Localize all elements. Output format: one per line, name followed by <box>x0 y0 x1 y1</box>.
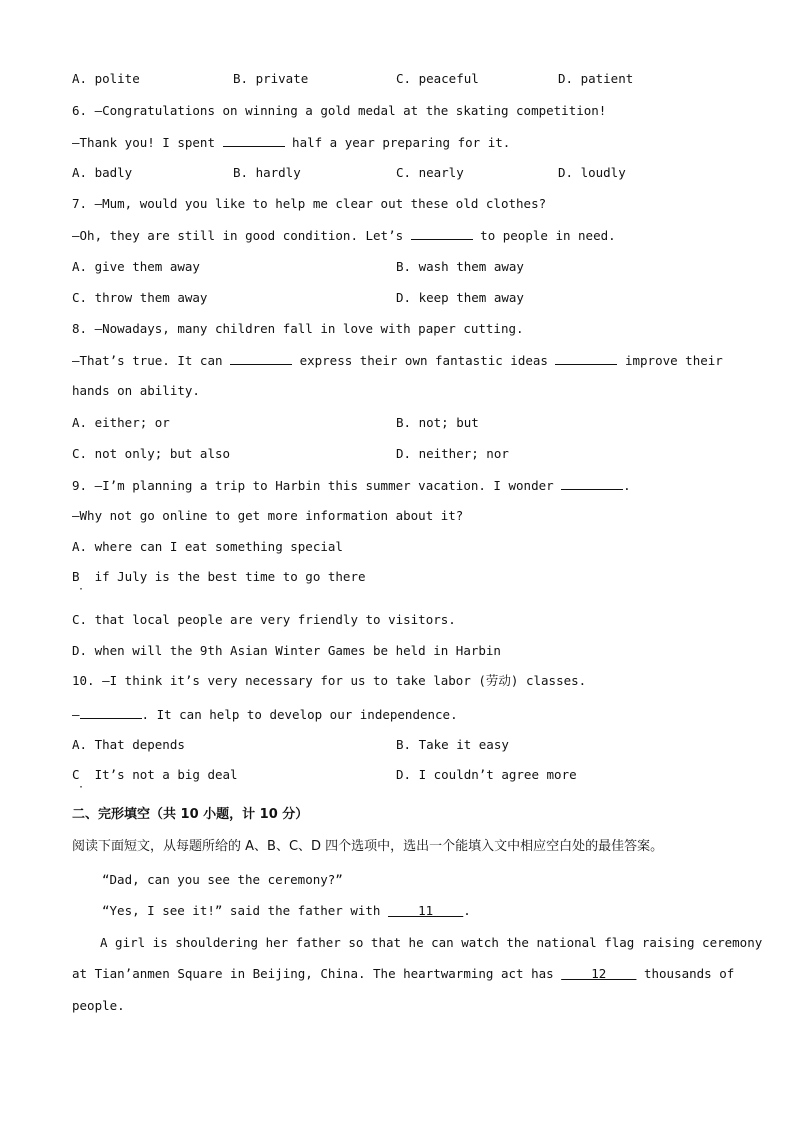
q7-prompt: 7. —Mum, would you like to help me clear out these old clothes? <box>72 196 547 211</box>
q9-blank <box>561 477 623 490</box>
blank-12: 12 <box>561 966 637 981</box>
q6-option-a: A. badly <box>72 165 133 180</box>
q8-option-b: B. not; but <box>396 415 479 430</box>
section-heading: 二、完形填空（共 10 小题，计 10 分） <box>72 807 309 822</box>
q10-reply: — . It can help to develop our independence. <box>72 707 458 722</box>
q8-prompt: 8. —Nowadays, many children fall in love with paper cutting. <box>72 321 524 336</box>
passage-line-1: “Dad, can you see the ceremony?” <box>102 872 343 887</box>
q5-option-c: C. peaceful <box>396 71 479 86</box>
q6-option-b: B. hardly <box>233 165 301 180</box>
q8-reply-cont: hands on ability. <box>72 383 200 398</box>
q8-option-d: D. neither; nor <box>396 446 509 461</box>
q7-option-b: B. wash them away <box>396 259 524 274</box>
q6-reply: —Thank you! I spent half a year preparing for it. <box>72 135 511 150</box>
q7-option-c: C. throw them away <box>72 290 208 305</box>
q9-prompt: 9. —I’m planning a trip to Harbin this summer vacation. I wonder . <box>72 478 631 493</box>
blank-11: 11 <box>387 903 464 918</box>
q7-reply: —Oh, they are still in good condition. Let’s to people in need. <box>72 228 616 243</box>
q8-blank-1 <box>230 352 292 365</box>
q6-option-d: D. loudly <box>558 165 626 180</box>
q7-option-a: A. give them away <box>72 259 200 274</box>
section-instructions: 阅读下面短文，从每题所给的 A、B、C、D 四个选项中，选出一个能填入文中相应空白处的最佳答案。 <box>72 839 664 854</box>
q9-option-a: A. where can I eat something special <box>72 539 343 554</box>
q9-option-d: D. when will the 9th Asian Winter Games be held in Harbin <box>72 643 501 658</box>
q10-option-b: B. Take it easy <box>396 737 509 752</box>
passage-line-3: A girl is shouldering her father so that he can watch the national flag raising ceremony <box>100 935 763 950</box>
q6-option-c: C. nearly <box>396 165 464 180</box>
passage-line-5: people. <box>72 998 125 1013</box>
q10-option-a: A. That depends <box>72 737 185 752</box>
q8-option-a: A. either; or <box>72 415 170 430</box>
q9-option-b-dot: · <box>78 584 85 595</box>
q10-blank <box>80 706 142 719</box>
q9-option-c: C. that local people are very friendly to visitors. <box>72 612 456 627</box>
q10-option-d: D. I couldn’t agree more <box>396 767 577 782</box>
q9-reply: —Why not go online to get more information about it? <box>72 508 464 523</box>
passage-line-4: at Tian’anmen Square in Beijing, China. The heartwarming act has 12 thousands of <box>72 966 735 981</box>
q7-option-d: D. keep them away <box>396 290 524 305</box>
q8-reply: —That’s true. It can express their own fantastic ideas improve their <box>72 353 723 368</box>
passage-line-2: “Yes, I see it!” said the father with 11 . <box>102 903 471 918</box>
q10-option-c-dot: · <box>78 782 85 793</box>
q7-blank <box>411 227 473 240</box>
q10-prompt: 10. —I think it’s very necessary for us to take labor (劳动) classes. <box>72 673 587 688</box>
q5-option-a: A. polite <box>72 71 140 86</box>
q8-option-c: C. not only; but also <box>72 446 231 461</box>
q5-option-b: B. private <box>233 71 309 86</box>
q8-blank-2 <box>555 352 617 365</box>
q6-blank <box>223 134 285 147</box>
q10-option-c: C It’s not a big deal <box>72 767 238 782</box>
q5-option-d: D. patient <box>558 71 634 86</box>
q6-prompt: 6. —Congratulations on winning a gold medal at the skating competition! <box>72 103 607 118</box>
q9-option-b: B if July is the best time to go there <box>72 569 366 584</box>
